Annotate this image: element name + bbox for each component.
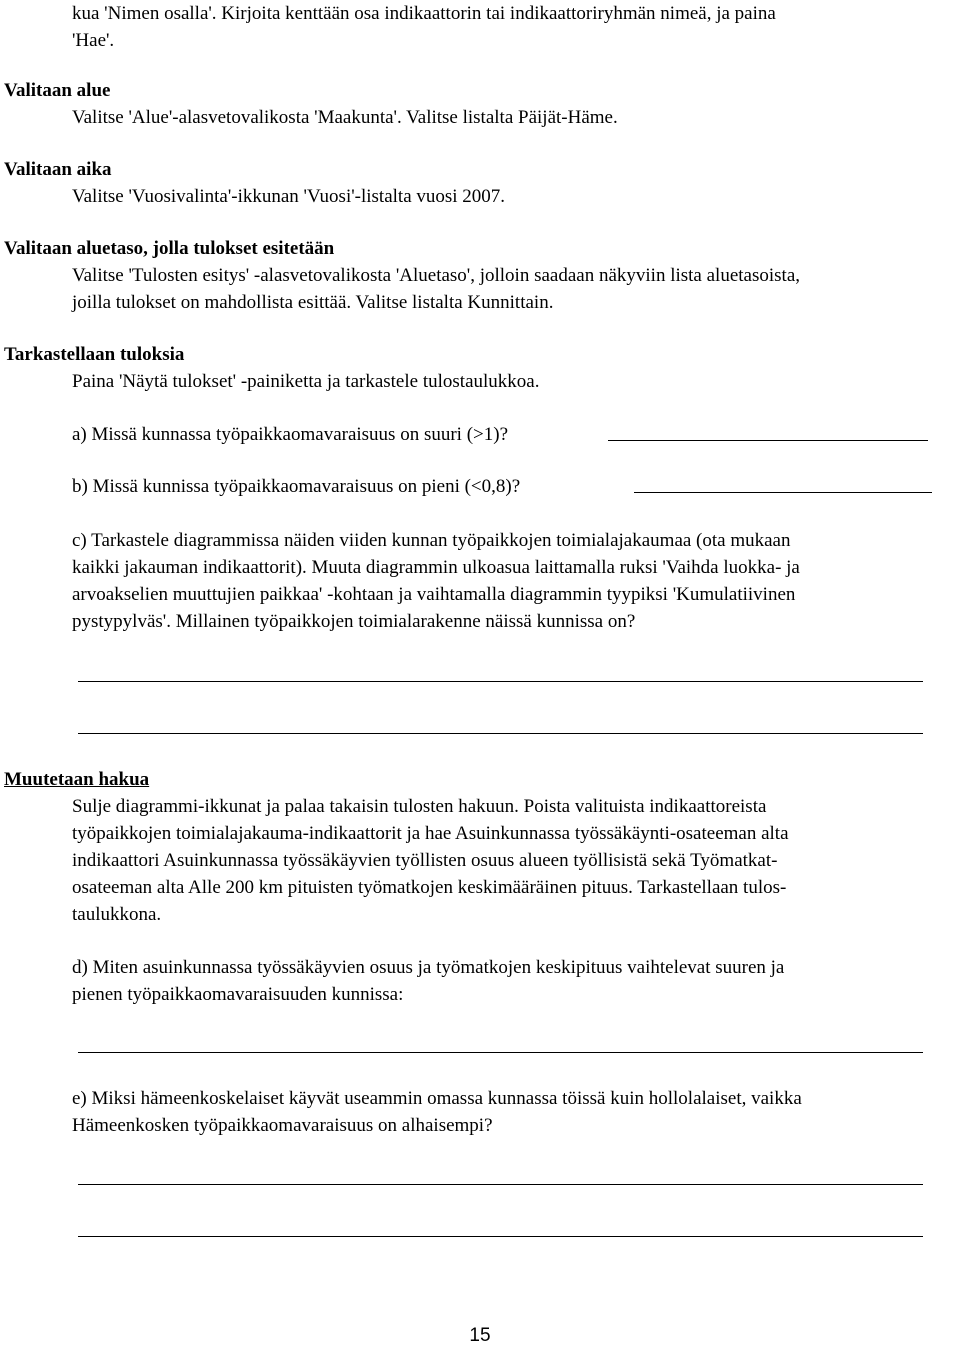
paragraph-aluetaso-line-2: joilla tulokset on mahdollista esittää. Valitse listalta Kunnittain. [72,292,554,313]
answer-line-a[interactable] [608,440,928,441]
page-number: 15 [469,1325,491,1346]
paragraph-muutetaan-line-5: taulukkona. [72,904,162,925]
question-c-line-3: arvoakselien muuttujien paikkaa' -kohtaan ja vaihtamalla diagrammin tyypiksi 'Kumulatiivinen [72,584,796,605]
paragraph-muutetaan-line-2: työpaikkojen toimialajakauma-indikaattorit ja hae Asuinkunnassa työssäkäynti-osateeman alta [72,823,789,844]
heading-valitaan-aika: Valitaan aika [4,159,112,180]
answer-line-c-1[interactable] [78,681,923,682]
answer-line-e-2[interactable] [78,1236,923,1237]
paragraph-muutetaan-line-4: osateeman alta Alle 200 km pituisten työmatkojen keskimääräinen pituus. Tarkastellaan tulos- [72,877,787,898]
paragraph-muutetaan-line-1: Sulje diagrammi-ikkunat ja palaa takaisin tulosten hakuun. Poista valituista indikaattoreista [72,796,767,817]
intro-line-2: 'Hae'. [72,30,115,51]
question-d-line-1: d) Miten asuinkunnassa työssäkäyvien osuus ja työmatkojen keskipituus vaihtelevat suuren ja [72,957,785,978]
heading-valitaan-alue: Valitaan alue [4,80,111,101]
question-c-line-1: c) Tarkastele diagrammissa näiden viiden kunnan työpaikkojen toimialajakaumaa (ota mukaan [72,530,791,551]
intro-line-1: kua 'Nimen osalla'. Kirjoita kenttään osa indikaattorin tai indikaattoriryhmän nimeä, ja paina [72,3,776,24]
question-a: a) Missä kunnassa työpaikkaomavaraisuus on suuri (>1)? [72,424,509,445]
answer-line-d[interactable] [78,1052,923,1053]
answer-line-e-1[interactable] [78,1184,923,1185]
paragraph-valitaan-alue: Valitse 'Alue'-alasvetovalikosta 'Maakunta'. Valitse listalta Päijät-Häme. [72,107,618,128]
heading-muutetaan-hakua: Muutetaan hakua [4,769,150,790]
answer-line-b[interactable] [634,492,932,493]
question-d-line-2: pienen työpaikkaomavaraisuuden kunnissa: [72,984,404,1005]
heading-tarkastellaan-tuloksia: Tarkastellaan tuloksia [4,344,185,365]
paragraph-aluetaso-line-1: Valitse 'Tulosten esitys' -alasvetovalikosta 'Aluetaso', jolloin saadaan näkyviin lista aluetasoista, [72,265,801,286]
answer-line-c-2[interactable] [78,733,923,734]
paragraph-valitaan-aika: Valitse 'Vuosivalinta'-ikkunan 'Vuosi'-listalta vuosi 2007. [72,186,506,207]
paragraph-muutetaan-line-3: indikaattori Asuinkunnassa työssäkäyvien työllisten osuus alueen työllisistä sekä Työmatkat- [72,850,778,871]
question-e-line-1: e) Miksi hämeenkoskelaiset käyvät useammin omassa kunnassa töissä kuin hollolalaiset, vaikka [72,1088,802,1109]
paragraph-tarkastellaan: Paina 'Näytä tulokset' -painiketta ja tarkastele tulostaulukkoa. [72,371,540,392]
question-c-line-4: pystypylväs'. Millainen työpaikkojen toimialarakenne näissä kunnissa on? [72,611,636,632]
question-b: b) Missä kunnissa työpaikkaomavaraisuus on pieni (<0,8)? [72,476,521,497]
heading-valitaan-aluetaso: Valitaan aluetaso, jolla tulokset esitetään [4,238,335,259]
question-e-line-2: Hämeenkosken työpaikkaomavaraisuus on alhaisempi? [72,1115,493,1136]
question-c-line-2: kaikki jakauman indikaattorit). Muuta diagrammin ulkoasua laittamalla ruksi 'Vaihda luokka- ja [72,557,800,578]
